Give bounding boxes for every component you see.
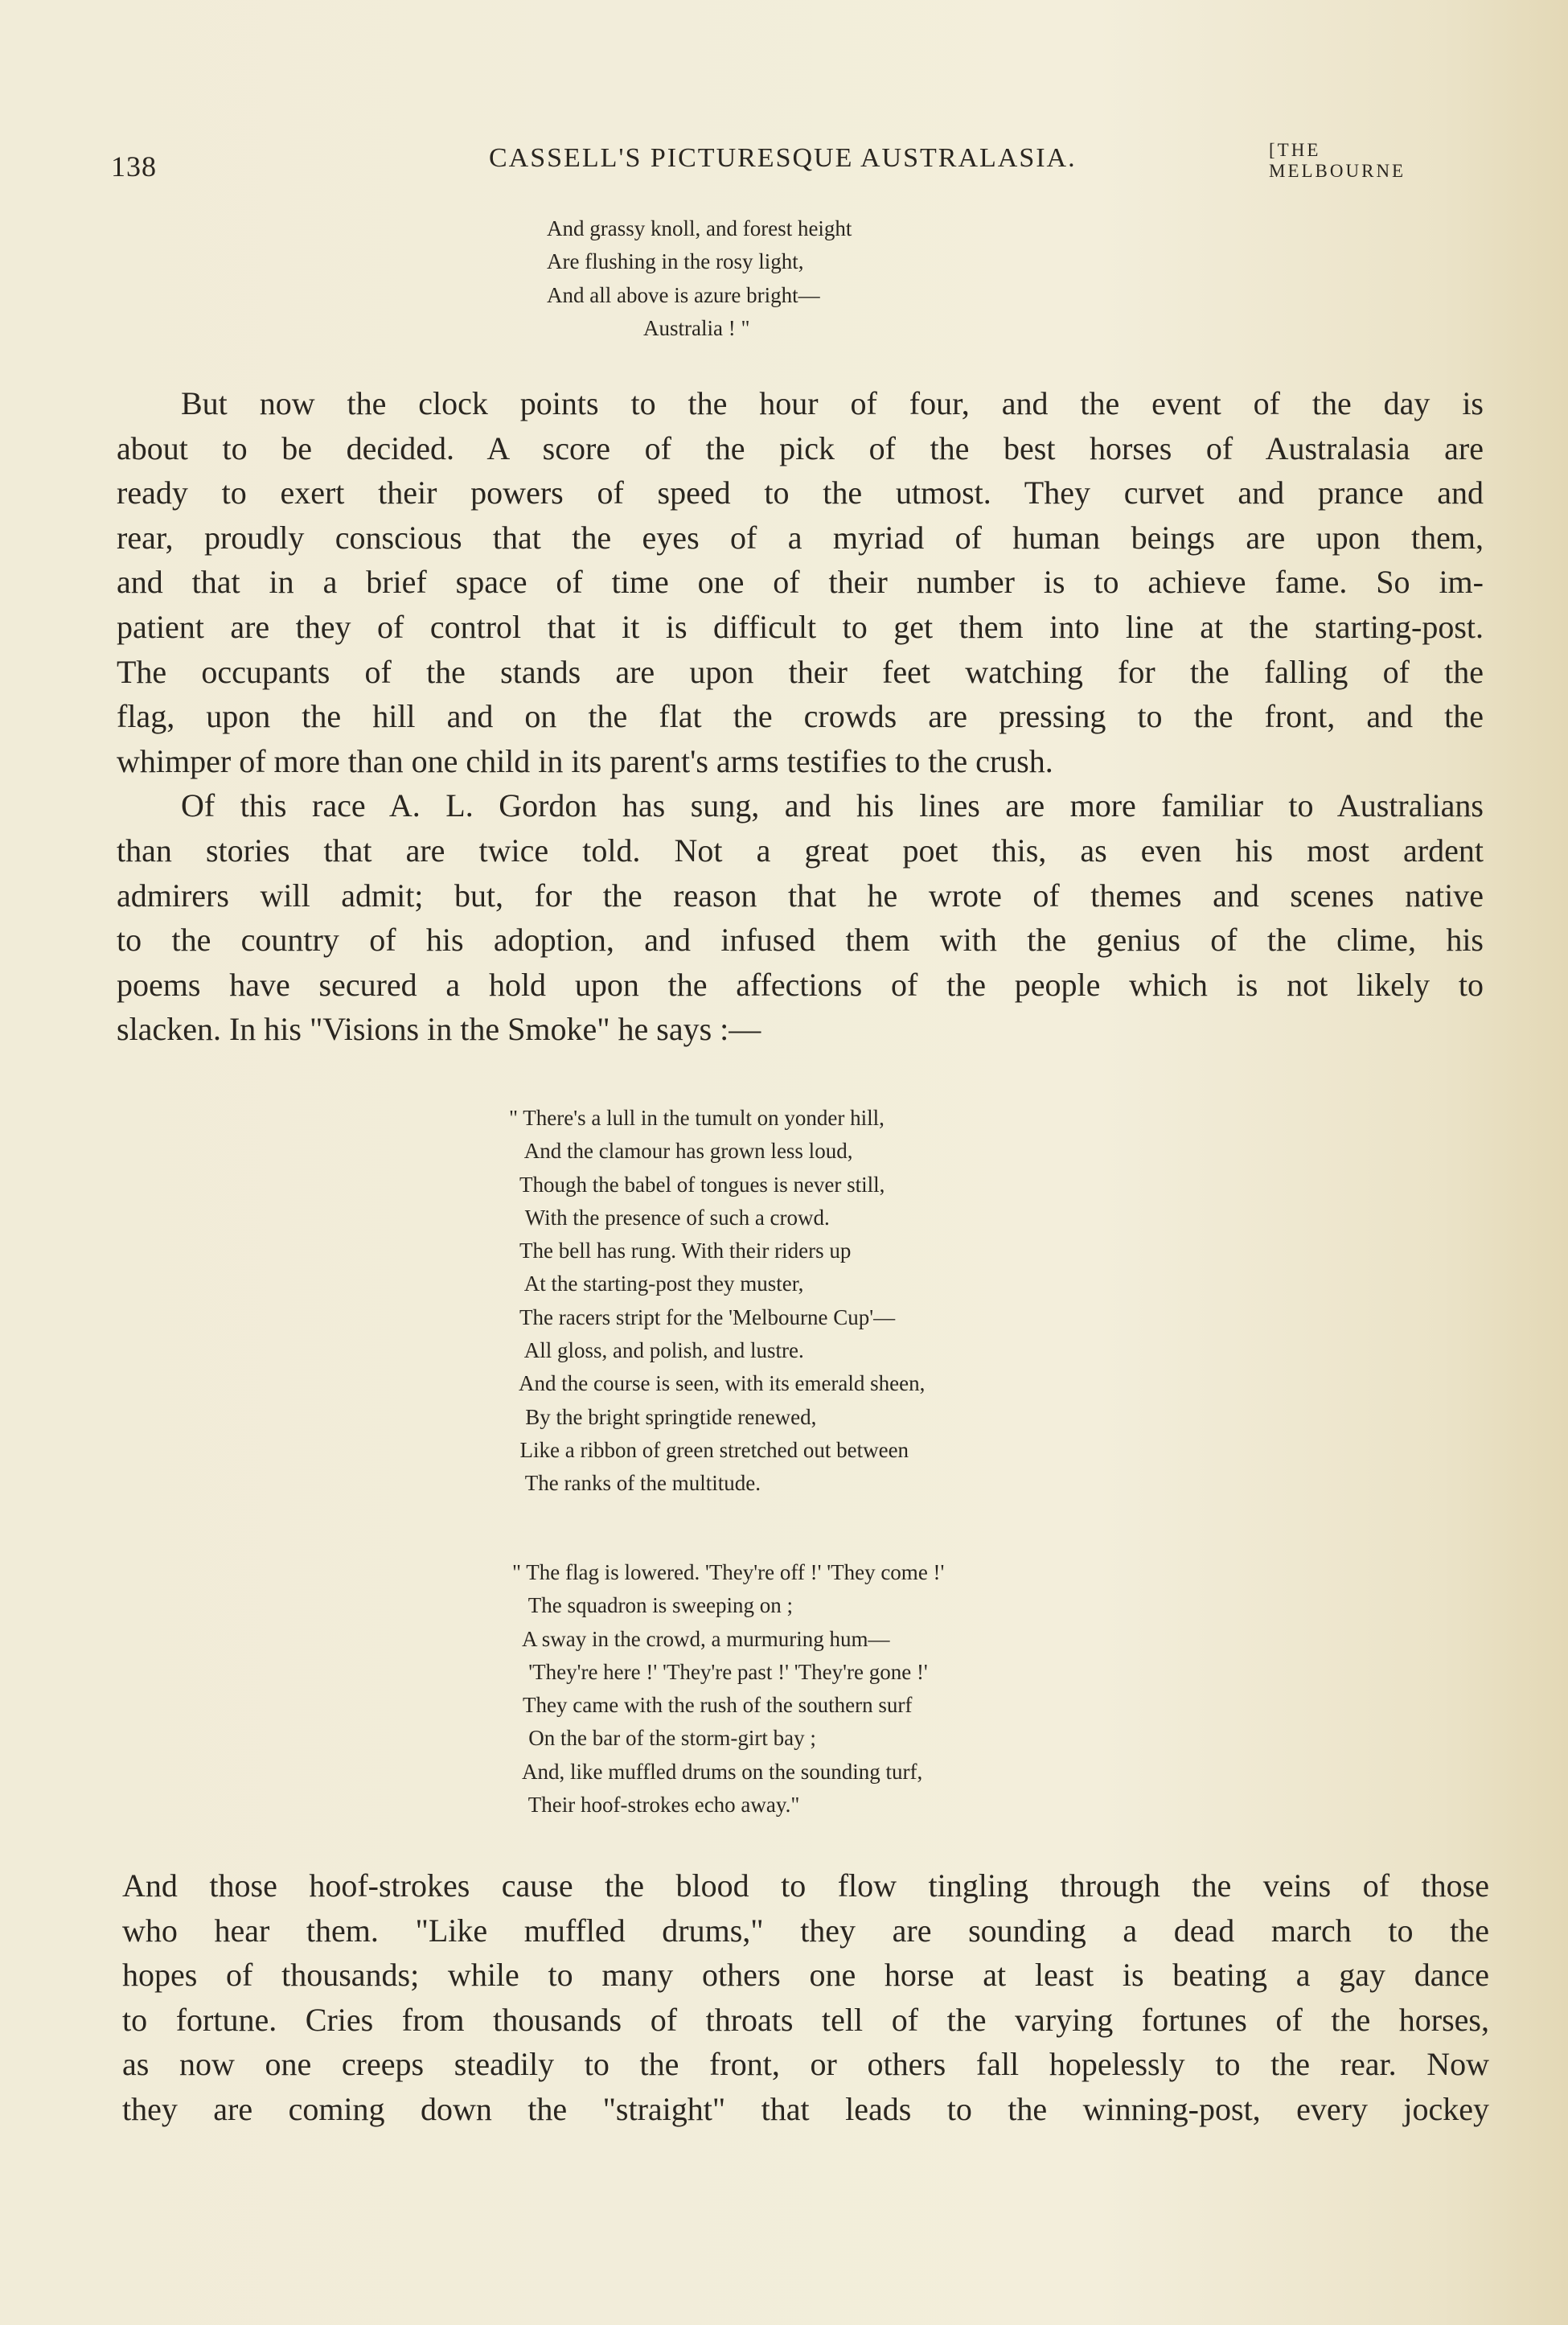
- paragraph-line: But now the clock points to the hour of four, and the event of the day is: [181, 385, 1484, 421]
- verse-top: [547, 212, 852, 345]
- paragraph-line: ready to exert their powers of speed to the utmost. They curvet and prance and: [117, 474, 1484, 511]
- paragraph-line: flag, upon the hill and on the flat the crowds are pressing to the front, and the: [117, 698, 1484, 735]
- paragraph-line: rear, proudly conscious that the eyes of a myriad of human beings are upon them,: [117, 519, 1484, 556]
- verse-line: By the bright springtide renewed,: [509, 1404, 817, 1429]
- verse-line: " There's a lull in the tumult on yonder hill,: [509, 1106, 885, 1130]
- paragraph-line: The occupants of the stands are upon their feet watching for the falling of the: [117, 653, 1484, 690]
- paragraph-line: admirers will admit; but, for the reason that he wrote of themes and scenes native: [117, 877, 1484, 914]
- verse-stanza-2: [512, 1556, 944, 1822]
- verse-line: Are flushing in the rosy light,: [547, 249, 804, 274]
- paragraph-line: and that in a brief space of time one of their number is to achieve fame. So im-: [117, 564, 1484, 601]
- paragraph-line: hopes of thousands; while to many others one horse at least is beating a gay dance: [122, 1957, 1489, 1994]
- verse-line: And, like muffled drums on the sounding turf,: [512, 1759, 923, 1784]
- paragraph-line: poems have secured a hold upon the affections of the people which is not likely to: [117, 966, 1484, 1003]
- verse-stanza-1: [509, 1102, 925, 1501]
- running-title: CASSELL'S PICTURESQUE AUSTRALASIA.: [489, 143, 1077, 173]
- verse-line: Like a ribbon of green stretched out between: [509, 1437, 909, 1462]
- verse-line: 'They're here !' 'They're past !' 'They're gone !': [512, 1659, 928, 1684]
- verse-line: And the clamour has grown less loud,: [509, 1139, 853, 1164]
- verse-line: All gloss, and polish, and lustre.: [509, 1338, 804, 1363]
- verse-line: They came with the rush of the southern surf: [512, 1693, 913, 1718]
- page-header: [111, 140, 1462, 183]
- verse-line: Though the babel of tongues is never still,: [509, 1172, 885, 1197]
- paragraph-line: slacken. In his "Visions in the Smoke" he says :—: [117, 1011, 761, 1048]
- paragraph-line: whimper of more than one child in its parent's arms testifies to the crush.: [117, 742, 1053, 779]
- paragraph-line: about to be decided. A score of the pick of the best horses of Australasia are: [117, 429, 1484, 466]
- main-text-block: [117, 381, 1484, 1052]
- paragraph-line: than stories that are twice told. Not a great poet this, as even his most ardent: [117, 832, 1484, 869]
- closing-paragraph: [122, 1863, 1489, 2132]
- verse-line: And grassy knoll, and forest height: [547, 216, 852, 240]
- verse-line: The racers stript for the 'Melbourne Cup'—: [509, 1304, 896, 1329]
- verse-line: Australia ! ": [547, 315, 750, 340]
- paragraph-line: who hear them. "Like muffled drums," they are sounding a dead march to the: [122, 1912, 1489, 1949]
- verse-line: The ranks of the multitude.: [509, 1471, 761, 1496]
- paragraph-line: patient are they of control that it is difficult to get them into line at the starting-post.: [117, 608, 1484, 645]
- paragraph-line: as now one creeps steadily to the front, or others fall hopelessly to the rear. Now: [122, 2046, 1489, 2083]
- verse-line: " The flag is lowered. 'They're off !' 'They come !': [512, 1560, 945, 1584]
- paragraph-line: they are coming down the "straight" that leads to the winning-post, every jockey: [122, 2090, 1489, 2127]
- verse-line: With the presence of such a crowd.: [509, 1205, 830, 1230]
- paragraph-line: And those hoof-strokes cause the blood to flow tingling through the veins of those: [122, 1867, 1489, 1904]
- paragraph-line: to the country of his adoption, and infused them with the genius of the clime, his: [117, 922, 1484, 959]
- verse-line: At the starting-post they muster,: [509, 1271, 804, 1296]
- paragraph-line: to fortune. Cries from thousands of throats tell of the varying fortunes of the horses,: [122, 2001, 1489, 2038]
- verse-line: A sway in the crowd, a murmuring hum—: [512, 1626, 890, 1651]
- verse-line: On the bar of the storm-girt bay ;: [512, 1726, 816, 1751]
- verse-line: Their hoof-strokes echo away.": [512, 1793, 800, 1818]
- paragraph-line: Of this race A. L. Gordon has sung, and his lines are more familiar to Australians: [181, 787, 1484, 824]
- page-number: 138: [111, 150, 157, 183]
- running-section: [THE MELBOURNE: [1269, 140, 1406, 181]
- verse-line: And the course is seen, with its emerald sheen,: [509, 1371, 926, 1396]
- verse-line: The bell has rung. With their riders up: [509, 1238, 852, 1263]
- verse-line: The squadron is sweeping on ;: [512, 1593, 793, 1618]
- verse-line: And all above is azure bright—: [547, 282, 820, 307]
